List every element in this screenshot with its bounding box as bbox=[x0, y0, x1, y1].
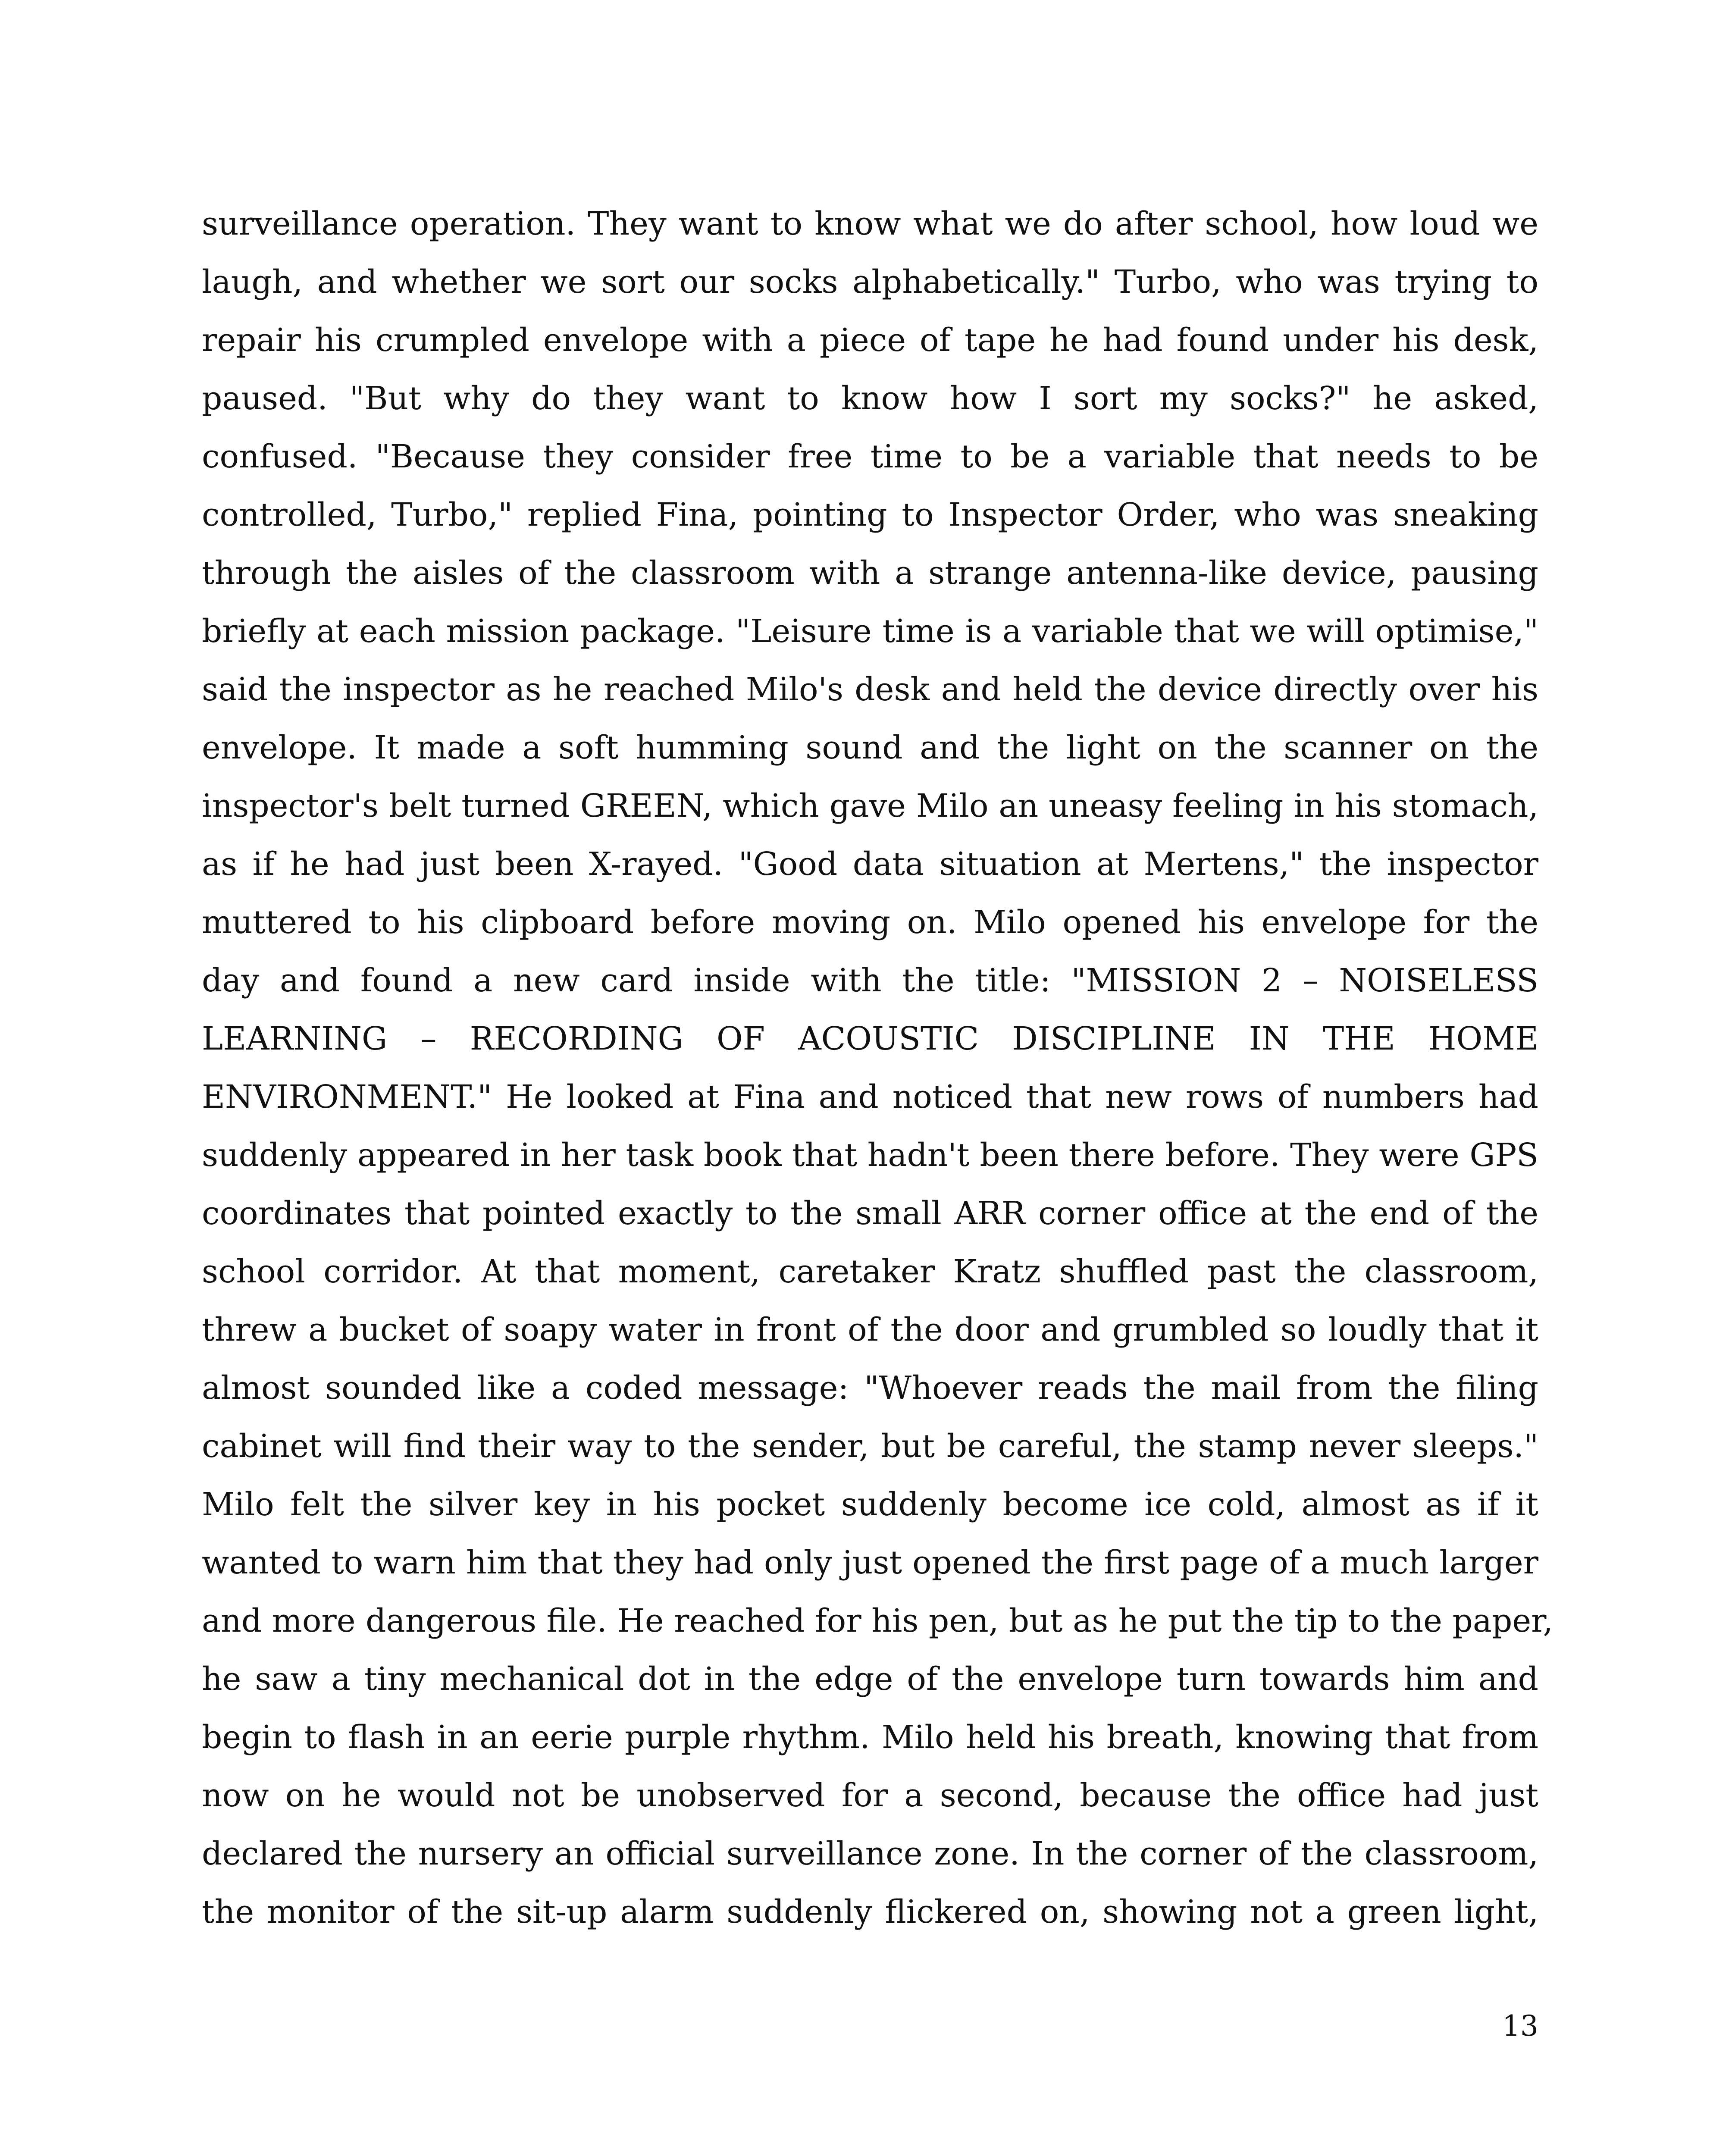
text-line: suddenly appeared in her task book that hadn't been there before. They were GPS bbox=[202, 1137, 1538, 1174]
text-line: ENVIRONMENT." He looked at Fina and noticed that new rows of numbers had bbox=[202, 1078, 1538, 1116]
text-line: envelope. It made a soft humming sound and the light on the scanner on the bbox=[202, 729, 1538, 766]
text-line: inspector's belt turned GREEN, which gave Milo an uneasy feeling in his stomach, bbox=[202, 787, 1538, 824]
text-line: controlled, Turbo," replied Fina, pointing to Inspector Order, who was sneaking bbox=[202, 496, 1538, 533]
text-line: day and found a new card inside with the title: "MISSION 2 – NOISELESS bbox=[202, 962, 1538, 999]
text-line: repair his crumpled envelope with a piece of tape he had found under his desk, bbox=[202, 322, 1538, 359]
text-line: laugh, and whether we sort our socks alphabetically." Turbo, who was trying to bbox=[202, 263, 1538, 301]
text-line: LEARNING – RECORDING OF ACOUSTIC DISCIPLINE IN THE HOME bbox=[202, 1020, 1538, 1057]
text-line: through the aisles of the classroom with a strange antenna-like device, pausing bbox=[202, 555, 1538, 592]
text-line: muttered to his clipboard before moving on. Milo opened his envelope for the bbox=[202, 904, 1538, 941]
text-line: wanted to warn him that they had only just opened the first page of a much larger bbox=[202, 1544, 1538, 1581]
text-line: the monitor of the sit-up alarm suddenly flickered on, showing not a green light, bbox=[202, 1893, 1538, 1930]
text-line: coordinates that pointed exactly to the small ARR corner office at the end of the bbox=[202, 1195, 1538, 1232]
text-line: now on he would not be unobserved for a second, because the office had just bbox=[202, 1777, 1538, 1814]
body-text bbox=[202, 195, 1553, 1941]
text-line: school corridor. At that moment, caretaker Kratz shuffled past the classroom, bbox=[202, 1253, 1538, 1290]
text-line: Milo felt the silver key in his pocket suddenly become ice cold, almost as if it bbox=[202, 1486, 1538, 1523]
text-line: as if he had just been X-rayed. "Good data situation at Mertens," the inspector bbox=[202, 846, 1538, 883]
text-line: he saw a tiny mechanical dot in the edge of the envelope turn towards him and bbox=[202, 1661, 1538, 1698]
text-line: said the inspector as he reached Milo's desk and held the device directly over his bbox=[202, 671, 1538, 708]
text-line: begin to flash in an eerie purple rhythm. Milo held his breath, knowing that from bbox=[202, 1719, 1538, 1756]
text-line: threw a bucket of soapy water in front of the door and grumbled so loudly that it bbox=[202, 1311, 1538, 1348]
text-line: almost sounded like a coded message: "Whoever reads the mail from the filing bbox=[202, 1369, 1538, 1407]
text-line: surveillance operation. They want to know what we do after school, how loud we bbox=[202, 205, 1538, 242]
text-line: cabinet will find their way to the sender, but be careful, the stamp never sleeps." bbox=[202, 1428, 1538, 1465]
text-line: and more dangerous file. He reached for his pen, but as he put the tip to the paper, bbox=[202, 1602, 1553, 1639]
text-line: confused. "Because they consider free time to be a variable that needs to be bbox=[202, 438, 1538, 475]
page-number: 13 bbox=[1502, 2009, 1538, 2043]
text-line: declared the nursery an official surveillance zone. In the corner of the classroom, bbox=[202, 1835, 1538, 1872]
text-line: paused. "But why do they want to know how I sort my socks?" he asked, bbox=[202, 380, 1538, 417]
text-line: briefly at each mission package. "Leisure time is a variable that we will optimise," bbox=[202, 613, 1538, 650]
